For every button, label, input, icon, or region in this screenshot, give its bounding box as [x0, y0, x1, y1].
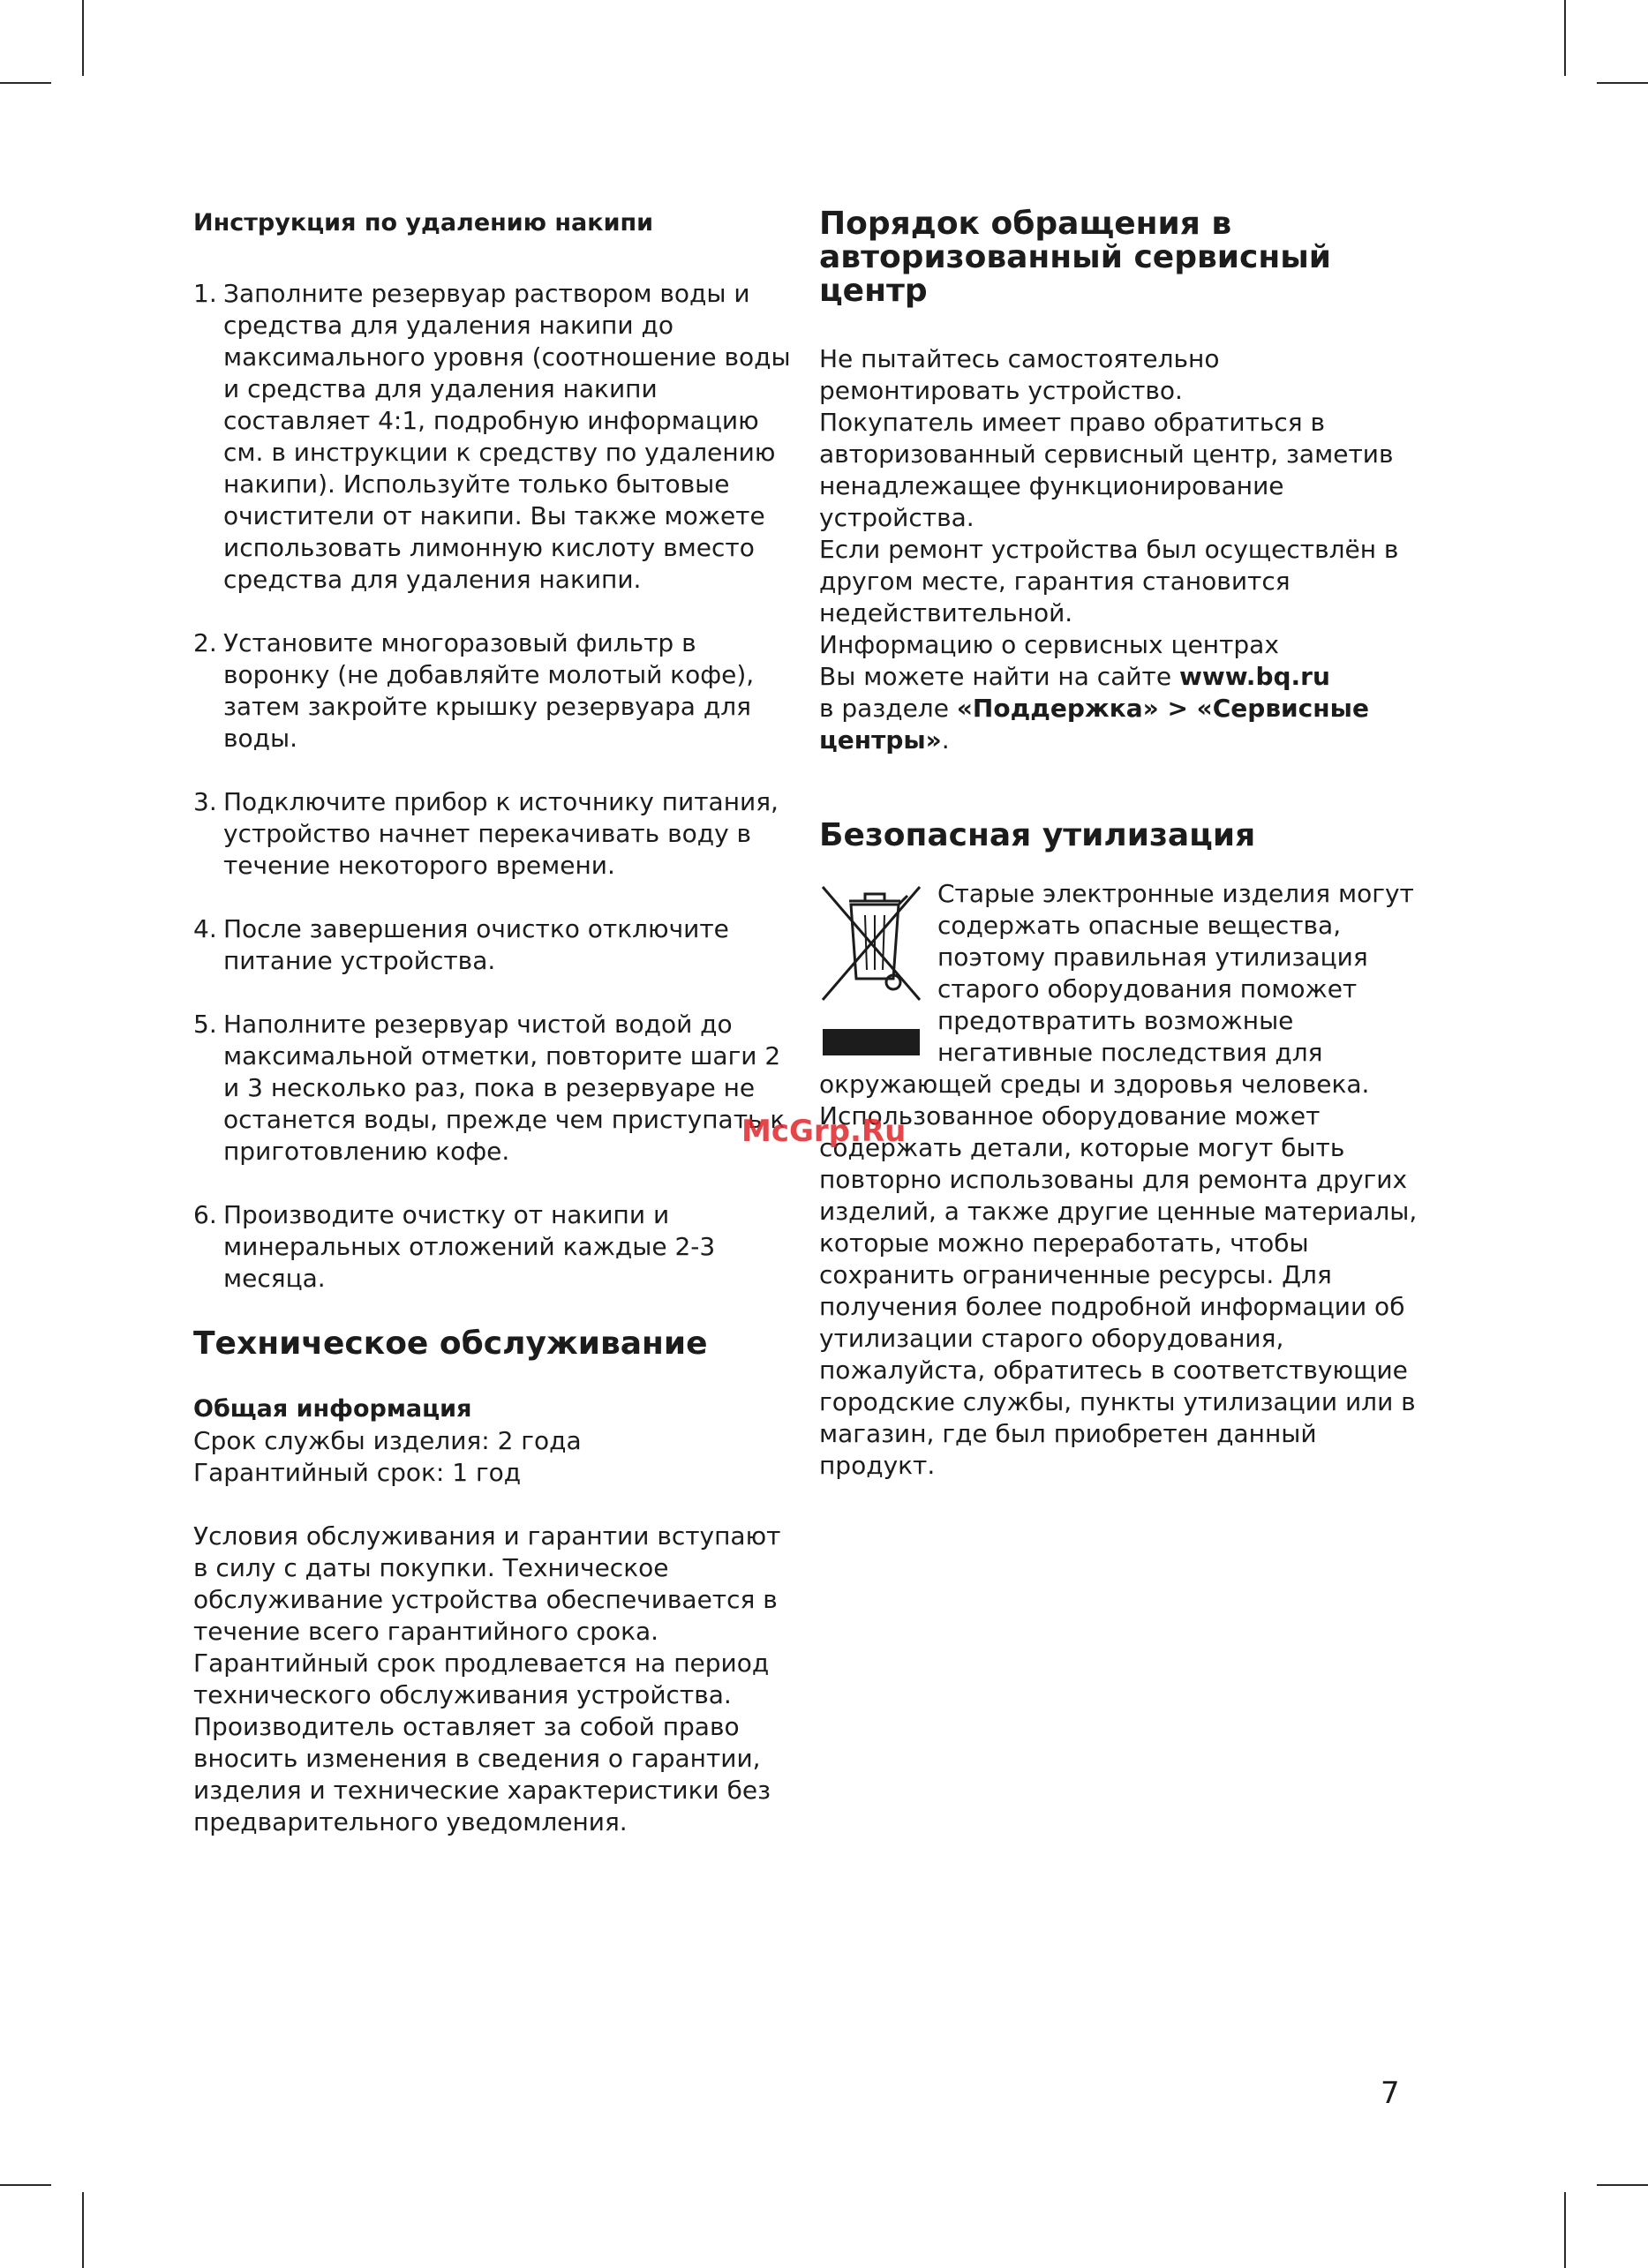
crop-mark	[0, 82, 51, 84]
crop-mark	[82, 0, 84, 76]
crop-mark	[1597, 2184, 1648, 2186]
warranty-period: Гарантийный срок: 1 год	[193, 1458, 522, 1487]
right-column	[819, 207, 1419, 1482]
general-info-title: Общая информация	[193, 1395, 472, 1423]
crossed-out-wheelie-bin-icon	[819, 882, 925, 1058]
list-item: 1. Заполните резервуар раствором воды и средства для удаления накипи до максимального уровня (соотношение воды и средства для удаления накипи составляет 4:1, подробную информацию см. в инструкции к средству по удалению накипи). Используйте только бытовые очистители от накипи. Вы также можете использовать лимонную кислоту вместо средства для удаления накипи.	[193, 279, 791, 594]
left-column	[193, 207, 794, 1838]
crop-mark	[1564, 0, 1566, 76]
service-paragraph-1: Не пытайтесь самостоятельно ремонтировать устройство.	[819, 344, 1220, 405]
list-item: 4. После завершения очистко отключите питание устройства.	[193, 914, 729, 975]
conditions-text: Условия обслуживания и гарантии вступают в силу с даты покупки. Техническое обслуживание устройства обеспечивается в течение всего гарантийного срока. Гарантийный срок продлевается на период технического обслуживания устройства. Производитель оставляет за собой право вносить изменения в сведения о гарантии, изделия и технические характеристики без предварительного уведомления.	[193, 1521, 781, 1836]
support-section-path: «Поддержка» > «Сервисные центры»	[819, 694, 1369, 755]
service-paragraph-4: Информацию о сервисных центрах Вы можете найти на сайте www.bq.ru в разделе «Поддержка» > «Сервисные центры».	[819, 630, 1369, 755]
disposal-title: Безопасная утилизация	[819, 817, 1256, 853]
crop-mark	[82, 2192, 84, 2268]
watermark: McGrp.Ru	[741, 1114, 907, 1149]
service-center-title: Порядок обращения в авторизованный сервисный центр	[819, 206, 1331, 309]
list-item: 2. Установите многоразовый фильтр в воронку (не добавляйте молотый кофе), затем закройте крышку резервуара для воды.	[193, 628, 755, 753]
disposal-section	[819, 878, 1419, 1482]
service-life: Срок службы изделия: 2 года	[193, 1426, 582, 1455]
service-paragraph-2: Покупатель имеет право обратиться в авторизованный сервисный центр, заметив ненадлежащее функционирование устройства.	[819, 408, 1394, 532]
page-number: 7	[1381, 2076, 1400, 2111]
list-item: 6. Производите очистку от накипи и минеральных отложений каждые 2-3 месяца.	[193, 1200, 716, 1293]
disposal-text: Старые электронные изделия могут содержать опасные вещества, поэтому правильная утилизация старого оборудования поможет предотвратить возможные негативные последствия для окружающей среды и здоровья человека. Использованное оборудование может содержать детали, которые могут быть повторно использованы для ремонта других изделий, а также другие ценные материалы, которые можно переработать, чтобы сохранить ограниченные ресурсы. Для получения более подробной информации об утилизации старого оборудования, пожалуйста, обратитесь в соответствующие городские службы, пункты утилизации или в магазин, где был приобретен данный продукт.	[819, 879, 1418, 1480]
site-link[interactable]: www.bq.ru	[1179, 662, 1330, 691]
crop-mark	[1564, 2192, 1566, 2268]
service-paragraph-3: Если ремонт устройства был осуществлён в другом месте, гарантия становится недействительной.	[819, 535, 1399, 627]
descaling-title: Инструкция по удалению накипи	[193, 209, 654, 237]
list-item: 5. Наполните резервуар чистой водой до максимальной отметки, повторите шаги 2 и 3 несколько раз, пока в резервуаре не останется воды, прежде чем приступать к приготовлению кофе.	[193, 1010, 786, 1166]
list-item: 3. Подключите прибор к источнику питания, устройство начнет перекачивать воду в течение некоторого времени.	[193, 787, 779, 880]
maintenance-title: Техническое обслуживание	[193, 1326, 708, 1362]
crop-mark	[1597, 82, 1648, 84]
descaling-steps	[193, 278, 794, 1295]
crop-mark	[0, 2184, 51, 2186]
